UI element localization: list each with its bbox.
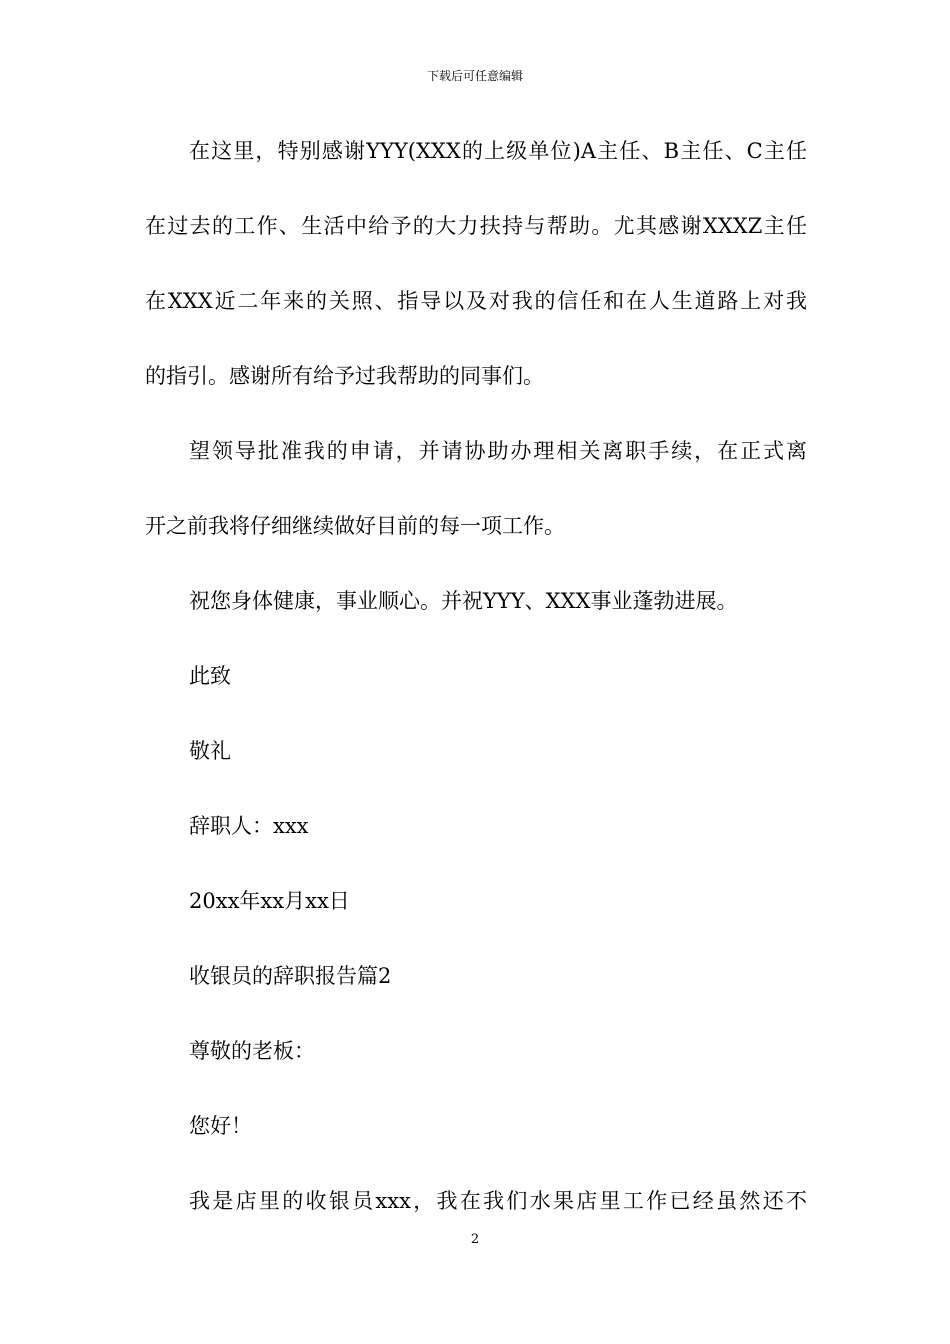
paragraph-line: 开之前我将仔细继续做好目前的每一项工作。 <box>145 514 565 538</box>
paragraph-line: 在XXX近二年来的关照、指导以及对我的信任和在人生道路上对我 <box>145 289 807 313</box>
paragraph-line: 在过去的工作、生活中给予的大力扶持与帮助。尤其感谢XXXZ主任 <box>145 214 807 238</box>
signature-line: 辞职人：xxx <box>189 814 309 838</box>
closing-line: 敬礼 <box>189 739 231 763</box>
salutation-line: 尊敬的老板： <box>189 1039 315 1063</box>
page-number: 2 <box>470 1232 480 1247</box>
header-note: 下载后可任意编辑 <box>426 69 523 83</box>
document-body <box>145 133 807 1258</box>
paragraph-line: 在这里，特别感谢YYY(XXX的上级单位)A主任、B主任、C主任 <box>189 139 807 163</box>
greeting-line: 您好！ <box>189 1114 252 1138</box>
paragraph-line: 望领导批准我的申请，并请协助办理相关离职手续，在正式离 <box>189 439 807 463</box>
date-line: 20xx年xx月xx日 <box>189 889 350 913</box>
paragraph-line: 祝您身体健康，事业顺心。并祝YYY、XXX事业蓬勃进展。 <box>189 589 738 613</box>
paragraph-line: 我是店里的收银员xxx，我在我们水果店里工作已经虽然还不 <box>189 1189 807 1213</box>
section-title: 收银员的辞职报告篇2 <box>189 964 392 988</box>
closing-line: 此致 <box>189 664 231 688</box>
paragraph-line: 的指引。感谢所有给予过我帮助的同事们。 <box>145 364 544 388</box>
